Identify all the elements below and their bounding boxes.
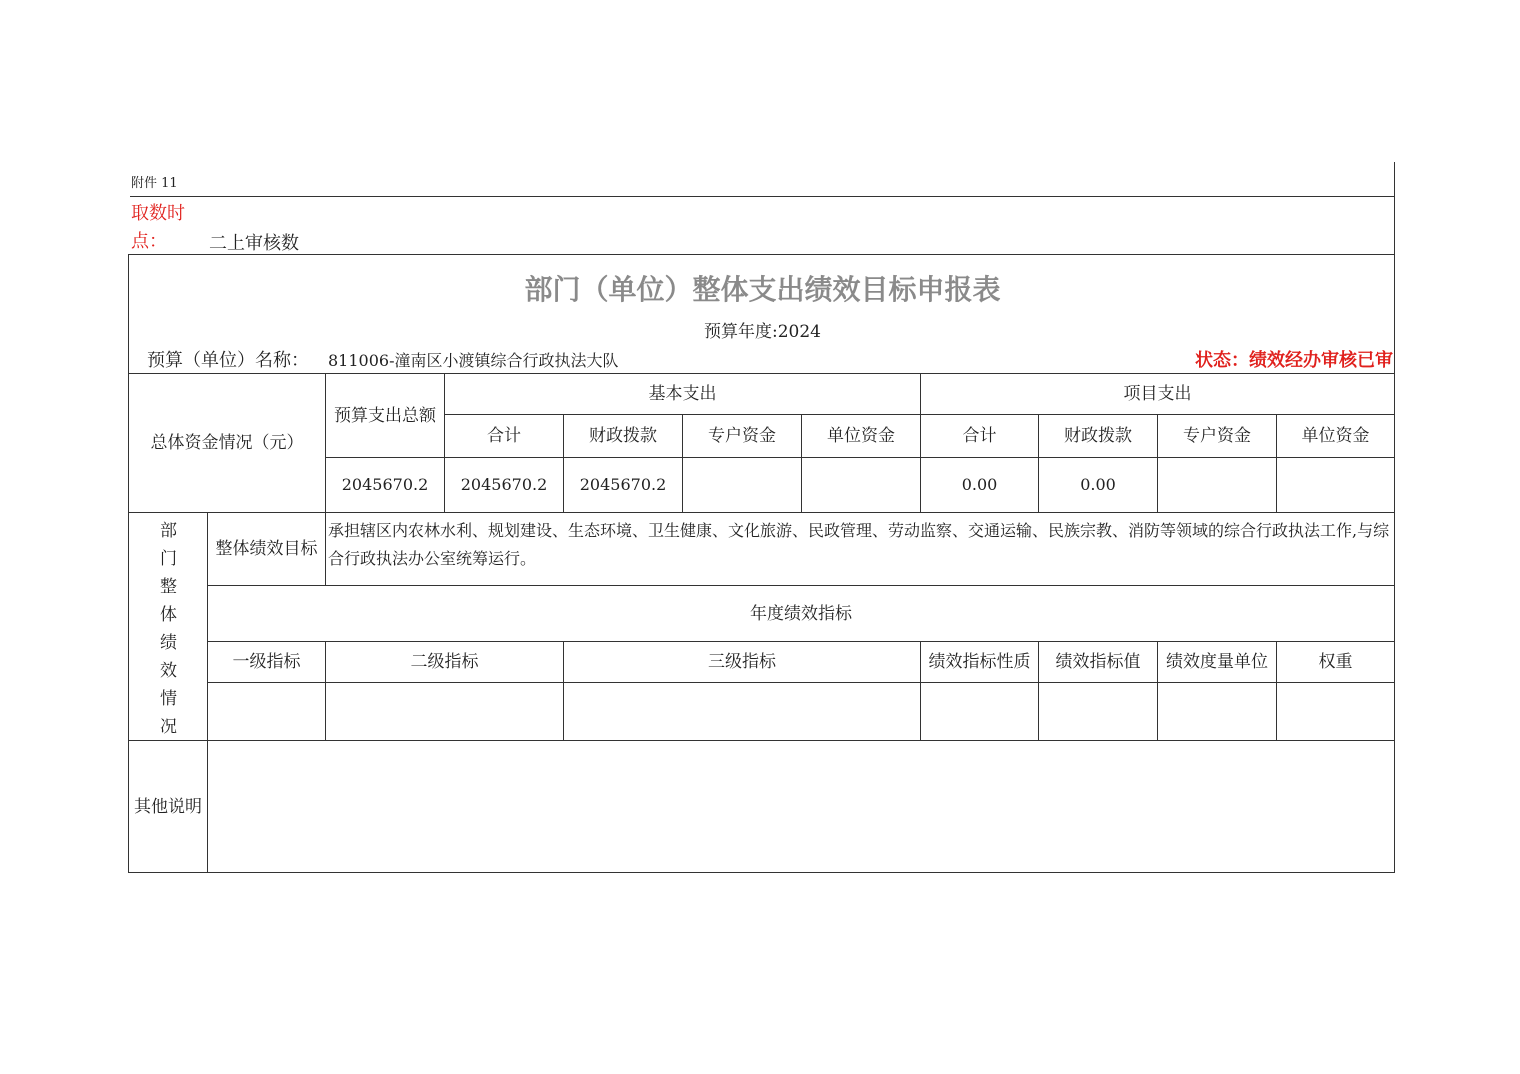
basic-expense-header: 基本支出: [648, 384, 717, 404]
total-budget-value: 2045670.2: [341, 475, 429, 494]
annual-indicators-header: 年度绩效指标: [750, 603, 852, 624]
level3-indicator-header: 三级指标: [708, 652, 776, 672]
level2-indicator-header: 二级指标: [410, 652, 479, 672]
attachment-label: 附件 11: [131, 176, 178, 191]
basic-fiscal-header: 财政拨款: [589, 426, 657, 446]
project-total-header: 合计: [962, 426, 997, 446]
basic-unit-value: [802, 458, 920, 512]
project-unit-value: [1277, 458, 1394, 512]
fetch-point-value: 二上审核数: [209, 233, 299, 254]
level1-indicator-header: 一级指标: [232, 652, 301, 672]
project-special-value: [1158, 458, 1276, 512]
indicator-nature-header: 绩效指标性质: [928, 652, 1031, 672]
fetch-point-label: [131, 200, 193, 256]
basic-fiscal-value: 2045670.2: [579, 475, 667, 494]
other-notes-text: [208, 741, 1394, 872]
unit-name-value: 811006-潼南区小渡镇综合行政执法大队: [328, 351, 619, 370]
basic-special-value: [683, 458, 801, 512]
total-budget-header: 预算支出总额: [334, 405, 436, 426]
measure-unit-header: 绩效度量单位: [1166, 652, 1268, 672]
project-special-header: 专户资金: [1183, 426, 1251, 446]
basic-unit-header: 单位资金: [827, 426, 895, 446]
project-total-value: 0.00: [961, 475, 998, 494]
project-unit-header: 单位资金: [1301, 426, 1370, 446]
project-fiscal-header: 财政拨款: [1064, 426, 1132, 446]
funds-row-label: 总体资金情况（元）: [150, 433, 304, 453]
indicator-value-header: 绩效指标值: [1055, 652, 1141, 672]
fetch-point-text: 取数时点：: [131, 203, 185, 252]
unit-name-label: 预算（单位）名称：: [147, 350, 309, 371]
weight-header: 权重: [1318, 652, 1353, 672]
goal-label: 整体绩效目标: [215, 539, 318, 559]
basic-special-header: 专户资金: [708, 426, 776, 446]
performance-section-label: [130, 517, 207, 741]
project-expense-header: 项目支出: [1123, 384, 1192, 404]
performance-section-text: 部门整体绩效情况: [160, 521, 177, 737]
goal-text: 承担辖区内农林水利、规划建设、生态环境、卫生健康、文化旅游、民政管理、劳动监察、交通运输、民族宗教、消防等领域的综合行政执法工作,与综合行政执法办公室统筹运行。: [328, 521, 1390, 568]
form-title: 部门（单位）整体支出绩效目标申报表: [524, 273, 1001, 306]
budget-year: 预算年度:2024: [704, 322, 821, 342]
basic-total-value: 2045670.2: [460, 475, 548, 494]
basic-total-header: 合计: [487, 426, 521, 446]
status-badge: 状态：绩效经办审核已审: [1195, 350, 1393, 371]
other-notes-label: 其他说明: [134, 796, 202, 817]
project-fiscal-value: 0.00: [1080, 475, 1116, 494]
